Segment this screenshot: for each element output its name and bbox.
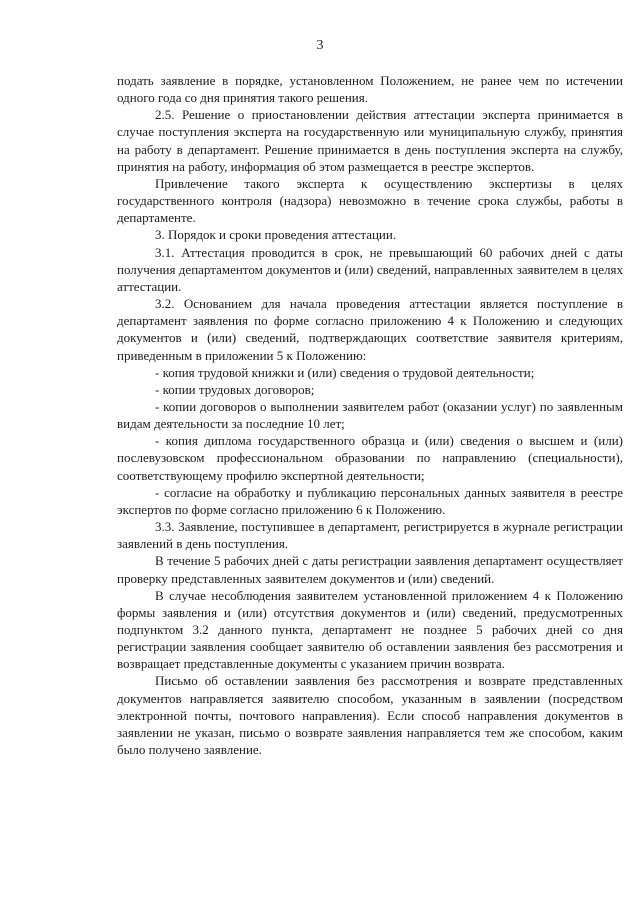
list-item-labor-contracts: - копии трудовых договоров; xyxy=(155,381,315,397)
paragraph-return-letter: Письмо об оставлении заявления без рассмотрения и возврате представленных документов направляется заявителю способом, указанным в заявлении (посредством электронной почты, почтового направления). Если способ направления документов в заявлении не указан, письмо о возврате заявления направляется тем же способом, каким было получено заявление. xyxy=(117,673,623,758)
paragraph-3-1: 3.1. Аттестация проводится в срок, не превышающий 60 рабочих дней с даты получения департаментом документов и (или) сведений, направленных заявителем в целях аттестации. xyxy=(117,244,623,294)
section-heading-3: 3. Порядок и сроки проведения аттестации. xyxy=(155,227,397,243)
list-item-diploma: - копия диплома государственного образца и (или) сведения о высшем и (или) послевузовском профессиональном образовании по направлению (специальности), соответствующему профилю экспертной деятельности; xyxy=(117,433,623,483)
list-item-service-contracts: - копии договоров о выполнении заявителем работ (оказании услуг) по заявленным видам деятельности за последние 10 лет; xyxy=(117,398,623,432)
paragraph-3-3: 3.3. Заявление, поступившее в департамент, регистрируется в журнале регистрации заявлений в день поступления. xyxy=(117,519,623,552)
paragraph-non-compliance: В случае несоблюдения заявителем установленной приложением 4 к Положению формы заявления и (или) отсутствия документов и (или) сведений, предусмотренных подпунктом 3.2 данного пункта, департамент не позднее 5 рабочих дней со дня регистрации заявления сообщает заявителю об оставлении заявления без рассмотрения и возвращает представленные документы с указанием причин возврата. xyxy=(117,587,623,672)
list-item-consent: - согласие на обработку и публикацию персональных данных заявителя в реестре экспертов по форме согласно приложению 6 к Положению. xyxy=(117,484,623,517)
page-number: 3 xyxy=(316,38,324,53)
paragraph-3-2: 3.2. Основанием для начала проведения аттестации является поступление в департамент заявления по форме согласно приложению 4 к Положению и следующих документов и (или) сведений, подтверждающих соответствие заявителя критериям, приведенным в приложении 5 к Положению: xyxy=(117,296,623,363)
paragraph-verification: В течение 5 рабочих дней с даты регистрации заявления департамент осуществляет проверку представленных заявителем документов и (или) сведений. xyxy=(117,553,623,586)
paragraph-continuation: подать заявление в порядке, установленном Положением, не ранее чем по истечении одного года со дня принятия такого решения. xyxy=(117,73,623,106)
document-body xyxy=(117,72,623,758)
paragraph-2-5: 2.5. Решение о приостановлении действия аттестации эксперта принимается в случае поступления эксперта на государственную или муниципальную службу, принятия на работу в департамент. Решение принимается в день поступления эксперта на службу, принятия на работу, информация об этом размещается в реестре экспертов. xyxy=(117,107,623,174)
paragraph-expert-involvement: Привлечение такого эксперта к осуществлению экспертизы в целях государственного контроля (надзора) невозможно в течение срока службы, работы в департаменте. xyxy=(117,175,623,226)
list-item-employment-record: - копия трудовой книжки и (или) сведения о трудовой деятельности; xyxy=(155,364,535,380)
